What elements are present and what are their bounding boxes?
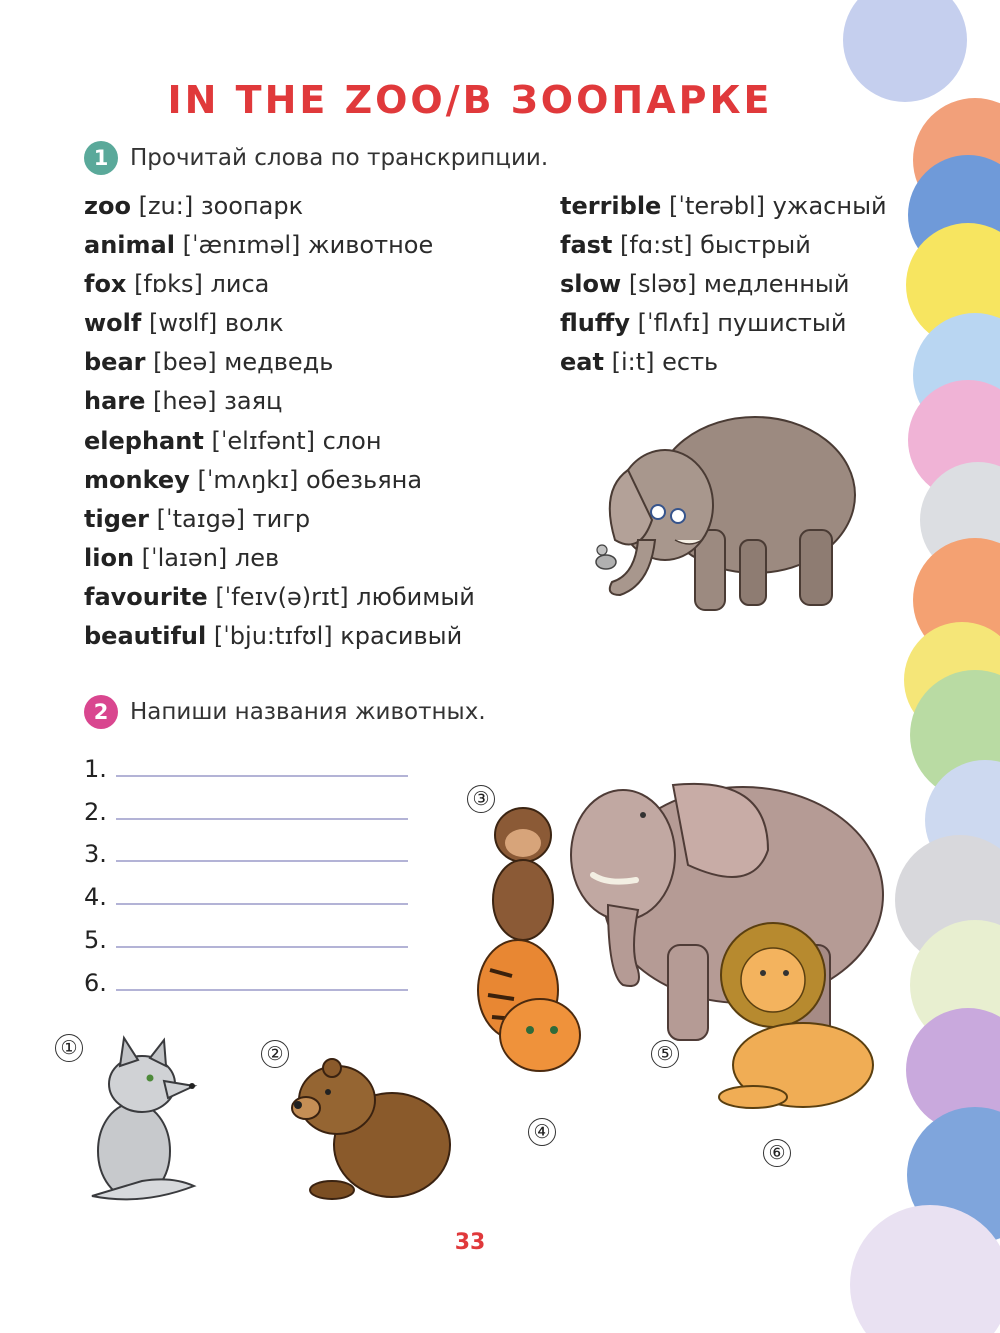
vocab-word: wolf: [84, 309, 142, 338]
vocab-item: [84, 617, 475, 656]
vocab-transcription: [sləʊ] медленный: [628, 270, 850, 299]
vocab-word: fast: [560, 231, 613, 260]
page-number: 33: [454, 1230, 486, 1255]
answer-rule[interactable]: [116, 946, 408, 948]
task-2-number: 2: [84, 695, 118, 729]
marker-bear: ②: [261, 1040, 289, 1068]
vocab-transcription: [fɒks] лиса: [134, 270, 270, 299]
vocab-transcription: [ˈterəbl] ужасный: [668, 192, 887, 220]
answer-line[interactable]: [84, 783, 408, 826]
vocab-item: [84, 343, 475, 382]
vocab-transcription: [ˈtaɪgə] тигр: [156, 504, 311, 533]
vocab-transcription: [ˈbju:tɪfʊl] красивый: [213, 622, 463, 651]
answer-line-number: 5.: [84, 925, 107, 954]
task-1-text: Прочитай слова по транскрипции.: [130, 145, 549, 171]
vocab-transcription: [zu:] зоопарк: [138, 192, 304, 220]
page-title: IN THE ZOO/В ЗООПАРКЕ: [167, 78, 773, 122]
answer-line[interactable]: [84, 740, 408, 783]
vocab-item: [560, 187, 887, 226]
vocab-item: [84, 226, 475, 265]
marker-elephant: ⑤: [651, 1040, 679, 1068]
vocab-item: [84, 304, 475, 343]
vocab-word: fluffy: [560, 309, 630, 338]
vocab-item: [84, 265, 475, 304]
vocab-transcription: [ˈænɪməl] животное: [182, 231, 434, 260]
vocab-transcription: [ˈflʌfɪ] пушистый: [637, 309, 847, 338]
answer-line-number: 1.: [84, 754, 107, 783]
vocab-word: bear: [84, 348, 146, 377]
answer-lines: [84, 740, 408, 997]
marker-lion: ⑥: [763, 1139, 791, 1167]
vocab-word: tiger: [84, 504, 149, 533]
answer-rule[interactable]: [116, 903, 408, 905]
answer-line-number: 3.: [84, 840, 107, 869]
vocab-word: eat: [560, 348, 604, 377]
vocab-item: [84, 422, 475, 461]
vocab-item: [560, 343, 887, 382]
vocab-transcription: [wʊlf] волк: [148, 309, 284, 338]
task-1-heading: [84, 141, 548, 175]
vocab-word: slow: [560, 270, 622, 299]
vocab-transcription: [i:t] есть: [611, 348, 719, 377]
answer-line-number: 2.: [84, 797, 107, 826]
vocabulary-list-left: [84, 187, 475, 656]
vocab-word: elephant: [84, 426, 204, 455]
vocab-item: [560, 304, 887, 343]
vocab-transcription: [fɑ:st] быстрый: [620, 231, 811, 260]
vocab-item: [84, 578, 475, 617]
vocab-word: terrible: [560, 192, 662, 220]
vocab-word: fox: [84, 270, 127, 299]
vocab-word: lion: [84, 543, 135, 572]
zoo-animals-group-illustration: [468, 745, 888, 1125]
vocab-transcription: [ˈmʌŋkɪ] обезьяна: [197, 465, 423, 494]
vocab-word: hare: [84, 387, 146, 416]
vocab-item: [84, 382, 475, 421]
vocab-word: monkey: [84, 465, 190, 494]
vocab-item: [560, 226, 887, 265]
marker-monkey: ③: [467, 785, 495, 813]
marker-wolf: ①: [55, 1034, 83, 1062]
vocab-transcription: [ˈlaɪən] лев: [141, 543, 280, 572]
answer-line-number: 6.: [84, 968, 107, 997]
answer-line[interactable]: [84, 868, 408, 911]
vocab-word: animal: [84, 231, 175, 260]
vocab-transcription: [ˈfeɪv(ə)rɪt] любимый: [215, 582, 475, 611]
bear-illustration: [292, 1050, 454, 1200]
answer-rule[interactable]: [116, 860, 408, 862]
vocab-transcription: [beə] медведь: [153, 348, 334, 377]
elephant-with-mouse-illustration: [580, 390, 865, 620]
answer-line[interactable]: [84, 954, 408, 997]
answer-rule[interactable]: [116, 818, 408, 820]
vocab-word: favourite: [84, 582, 208, 611]
vocab-item: [560, 265, 887, 304]
vocab-item: [84, 539, 475, 578]
deco-circle: [850, 1205, 1000, 1333]
vocab-transcription: [heə] заяц: [153, 387, 283, 416]
marker-tiger: ④: [528, 1118, 556, 1146]
vocab-item: [84, 461, 475, 500]
answer-line-number: 4.: [84, 883, 107, 912]
task-1-number: 1: [84, 141, 118, 175]
vocab-transcription: [ˈelɪfənt] слон: [211, 426, 382, 455]
answer-rule[interactable]: [116, 989, 408, 991]
vocabulary-list-right: [560, 187, 887, 382]
answer-line[interactable]: [84, 826, 408, 869]
vocab-item: [84, 187, 475, 226]
vocab-item: [84, 500, 475, 539]
answer-line[interactable]: [84, 911, 408, 954]
wolf-illustration: [82, 1036, 200, 1204]
vocab-word: zoo: [84, 192, 131, 220]
answer-rule[interactable]: [116, 775, 408, 777]
task-2-heading: [84, 695, 486, 729]
task-2-text: Напиши названия животных.: [130, 699, 486, 725]
vocab-word: beautiful: [84, 622, 207, 651]
